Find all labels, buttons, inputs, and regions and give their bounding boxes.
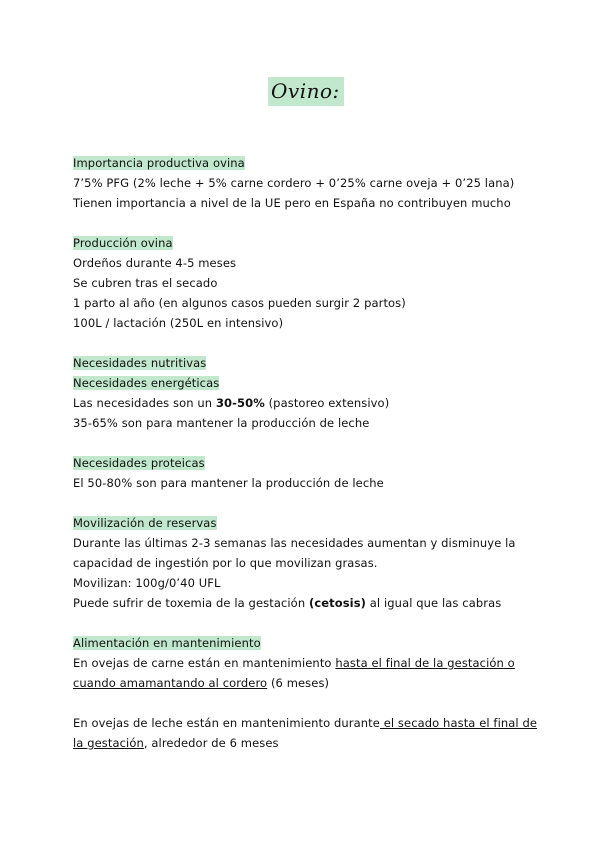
section-heading-produccion: Producción ovina (73, 236, 173, 250)
text-line: cuando amamantando al cordero (6 meses) (73, 676, 330, 690)
section-heading-alimentacion: Alimentación en mantenimiento (73, 636, 261, 650)
section-heading-importancia: Importancia productiva ovina (73, 156, 245, 170)
page-title: Ovino: (268, 77, 344, 106)
text-line: Puede sufrir de toxemia de la gestación (cetosis) al igual que las cabras (73, 596, 502, 610)
section-heading-necesidades: Necesidades nutritivas (73, 356, 207, 370)
section-heading-movilizacion: Movilización de reservas (73, 516, 217, 530)
text-line: capacidad de ingestión por lo que movilizan grasas. (73, 556, 378, 570)
text-line: 100L / lactación (250L en intensivo) (73, 316, 284, 330)
text-line: 7’5% PFG (2% leche + 5% carne cordero + 0’25% carne oveja + 0’25 lana) (73, 176, 515, 190)
text-line: Se cubren tras el secado (73, 276, 218, 290)
section-heading-proteicas: Necesidades proteicas (73, 456, 205, 470)
text-line: 35-65% son para mantener la producción de leche (73, 416, 370, 430)
text-line: la gestación, alrededor de 6 meses (73, 736, 279, 750)
text-line: En ovejas de carne están en mantenimiento hasta el final de la gestación o (73, 656, 515, 670)
text-line: Movilizan: 100g/0’40 UFL (73, 576, 221, 590)
text-line: Las necesidades son un 30-50% (pastoreo extensivo) (73, 396, 390, 410)
text-line: Tienen importancia a nivel de la UE pero en España no contribuyen mucho (73, 196, 511, 210)
text-line: En ovejas de leche están en mantenimiento durante el secado hasta el final de (73, 716, 538, 730)
text-line: Ordeños durante 4-5 meses (73, 256, 237, 270)
notes-content (73, 153, 543, 753)
text-line: Durante las últimas 2-3 semanas las necesidades aumentan y disminuye la (73, 536, 516, 550)
text-line: 1 parto al año (en algunos casos pueden surgir 2 partos) (73, 296, 406, 310)
subheading-energeticas: Necesidades energéticas (73, 376, 220, 390)
text-line: El 50-80% son para mantener la producción de leche (73, 476, 384, 490)
